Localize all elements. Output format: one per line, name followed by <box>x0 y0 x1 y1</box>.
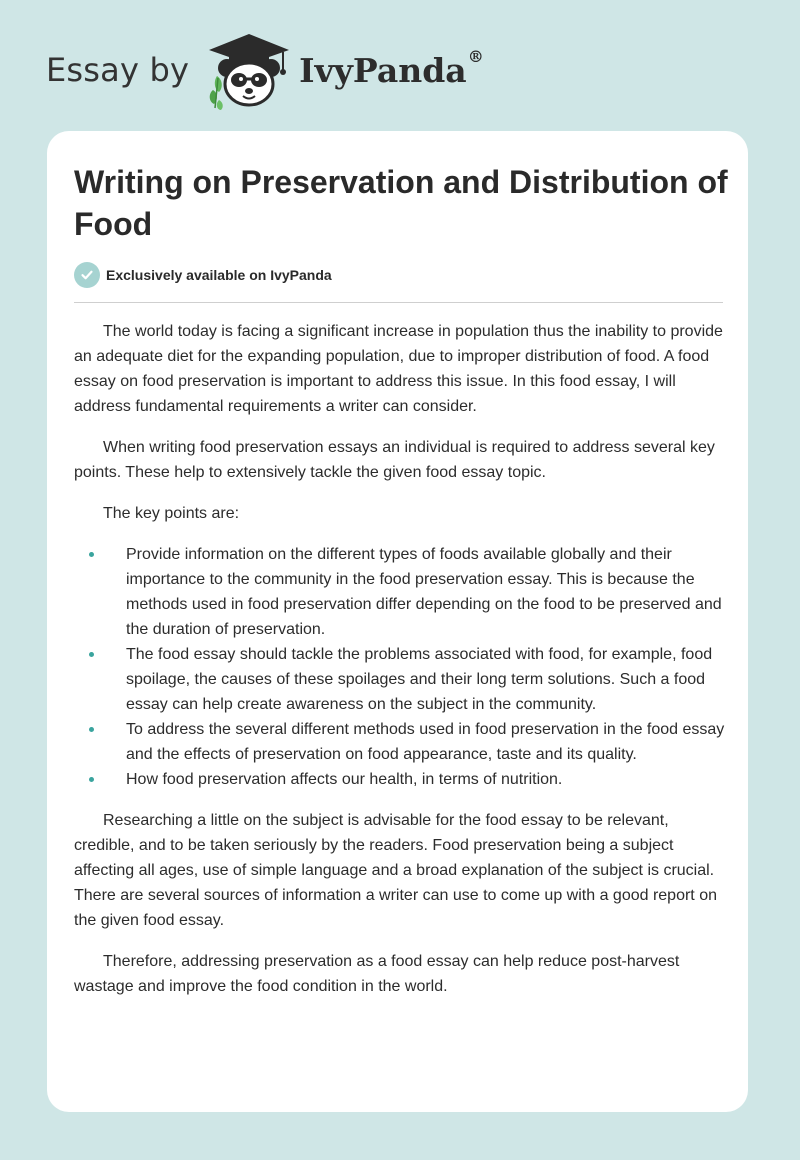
list-item-text: The food essay should tackle the problems associated with food, for example, food spoilage, the causes of these spoilages and their long term solutions. Such a food essay can help create awareness on the subject in the community. <box>126 646 713 713</box>
bullet-icon <box>89 652 94 657</box>
paragraph: The world today is facing a significant increase in population thus the inability to provide an adequate diet for the expanding population, due to improper distribution of food. A food essay on food preservation is important to address this issue. In this food essay, I will address fundamental requirements a writer can consider. <box>74 323 723 415</box>
list-item <box>126 717 726 767</box>
brand-prefix: Essay by <box>46 51 190 89</box>
list-item <box>126 767 726 792</box>
bullet-icon <box>89 552 94 557</box>
paragraph: Therefore, addressing preservation as a food essay can help reduce post-harvest wastage and improve the food condition in the world. <box>74 953 680 995</box>
essay-title: Writing on Preservation and Distribution of Food <box>74 164 728 242</box>
list-item-text: How food preservation affects our health, in terms of nutrition. <box>126 771 563 788</box>
check-icon <box>74 262 100 288</box>
paragraph: When writing food preservation essays an individual is required to address several key points. These help to extensively tackle the given food essay topic. <box>74 439 715 481</box>
bullet-icon <box>89 777 94 782</box>
list-item-text: Provide information on the different types of foods available globally and their importance to the community in the food preservation essay. This is because the methods used in food preservation differ depending on the food to be preserved and the duration of preservation. <box>126 546 722 638</box>
key-points-list <box>74 542 726 792</box>
brand-name: IvyPanda® <box>299 46 484 90</box>
paragraph: Researching a little on the subject is advisable for the food essay to be relevant, credible, and to be taken seriously by the readers. Food preservation being a subject affecting all ages, use of simple language and a broad explanation of the subject is crucial. There are several sources of information a writer can use to come up with a good report on the given food essay. <box>74 812 717 929</box>
essay-body <box>74 319 726 1015</box>
essay-card <box>47 131 748 1112</box>
list-item <box>126 542 726 642</box>
exclusive-badge <box>74 262 332 288</box>
brand-header[interactable] <box>46 30 484 110</box>
registered-mark: ® <box>467 46 484 66</box>
bullet-icon <box>89 727 94 732</box>
paragraph: The key points are: <box>103 505 240 522</box>
list-item-text: To address the several different methods used in food preservation in the food essay and the effects of preservation on food appearance, taste and its quality. <box>126 721 725 763</box>
panda-graduate-logo-icon <box>203 30 295 110</box>
list-item <box>126 642 726 717</box>
divider <box>74 302 723 303</box>
exclusive-label: Exclusively available on IvyPanda <box>106 267 332 283</box>
